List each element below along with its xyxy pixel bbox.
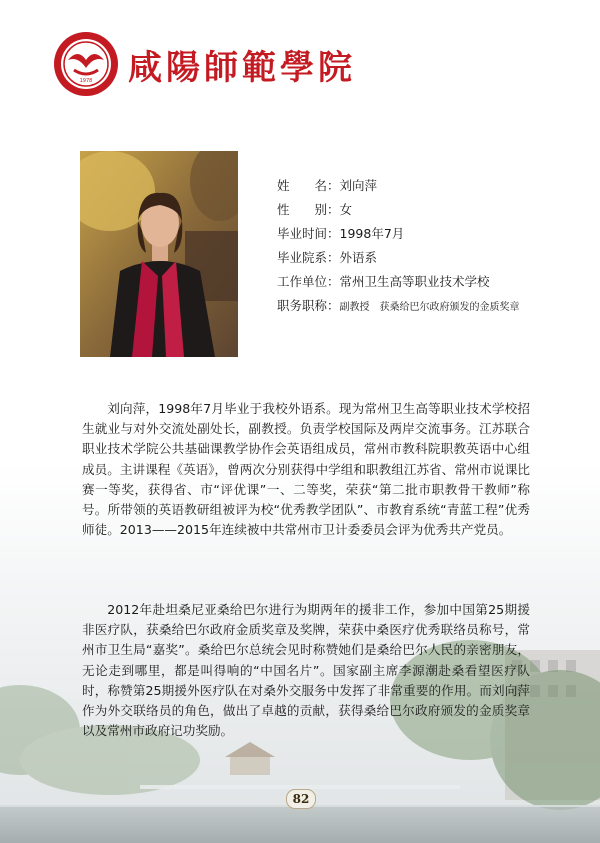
field-label: 毕业院系： [277,250,340,265]
field-label: 毕业时间： [277,226,340,241]
profile-field-gender [277,197,577,221]
page-number: 82 [286,789,316,809]
field-value: 常州卫生高等职业技术学校 [339,274,490,289]
field-value: 1998年7月 [339,226,405,241]
profile-field-graduation-date [277,221,577,245]
field-value: 女 [339,202,353,217]
field-label: 姓 名： [277,178,340,193]
profile-field-title [277,293,577,317]
svg-text:1978: 1978 [79,78,93,84]
field-value: 刘向萍 [339,178,378,193]
field-label: 职务职称： [277,298,340,313]
field-label: 工作单位： [277,274,340,289]
field-value: 外语系 [339,250,378,265]
portrait-photo [80,151,238,357]
field-label: 性 别： [277,202,340,217]
school-name-title: 咸陽師範學院 [128,48,356,88]
biography-paragraph-2: 2012年赴坦桑尼亚桑给巴尔进行为期两年的援非工作，参加中国第25期援非医疗队，获桑给巴尔政府金质奖章及奖牌，荣获中桑医疗优秀联络员称号，常州市卫生局“嘉奖”。桑给巴尔总统会见时称赞她们是桑给巴尔人民的亲密朋友，无论走到哪里，都是叫得响的“中国名片”。国家副主席李源潮赴桑看望医疗队时，称赞第25期援外医疗队在对桑外交服务中发挥了非常重要的作用。而刘向萍作为外交联络员的角色，做出了卓越的贡献，获得桑给巴尔政府颁发的金质奖章以及常州市政府记功奖励。 [82,602,530,739]
profile-field-department [277,245,577,269]
profile-field-workplace [277,269,577,293]
biography-paragraph-1: 刘向萍，1998年7月毕业于我校外语系。现为常州卫生高等职业技术学校招生就业与对外交流处副处长，副教授。负责学校国际及两岸交流事务。江苏联合职业技术学院公共基础课教学协作会英语组成员，常州市教科院职教英语中心组成员。主讲课程《英语》，曾两次分别获得中学组和职教组江苏省、常州市说课比赛一等奖，获得省、市“评优课”一、二等奖，荣获“第二批市职教骨干教师”称号。所带领的英语教研组被评为校“优秀教学团队”、市教育系统“青蓝工程”优秀师徒。2013——2015年连续被中共常州市卫计委委员会评为优秀共产党员。 [82,401,530,538]
profile-field-name [277,173,577,197]
school-logo [52,30,120,98]
profile-info [277,173,577,317]
field-value: 副教授 获桑给巴尔政府颁发的金质奖章 [339,301,520,313]
